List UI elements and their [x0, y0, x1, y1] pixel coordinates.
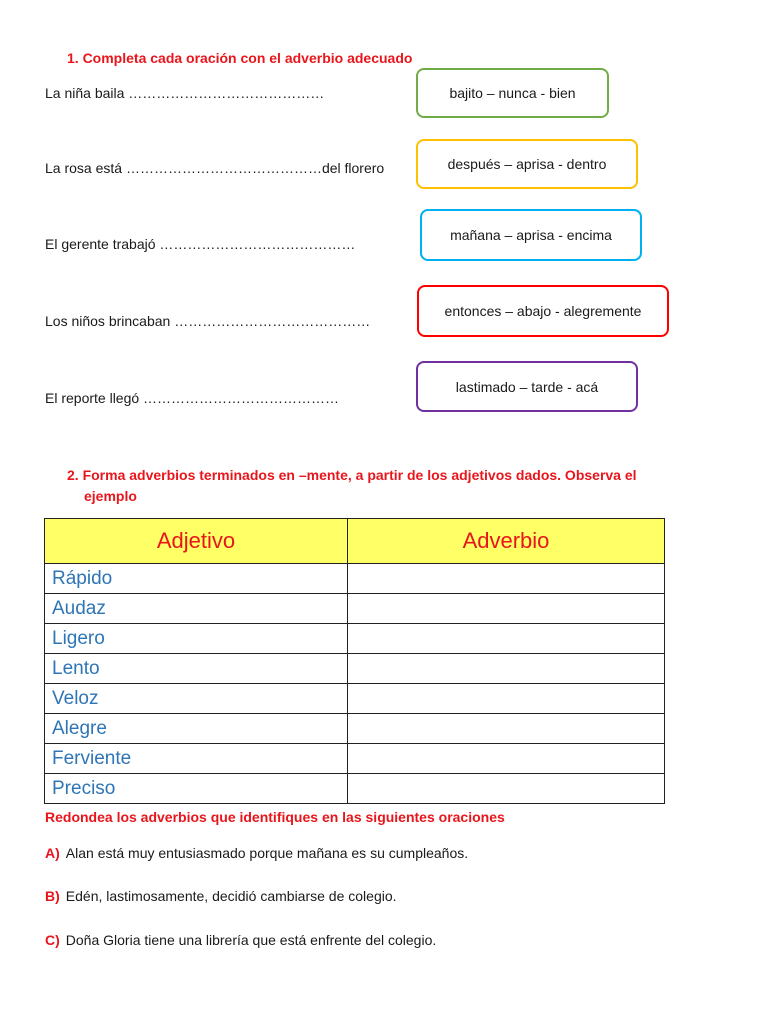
adjective-cell: Rápido	[45, 564, 348, 594]
exercise-c-letter: C)	[45, 932, 60, 948]
options-text-4: entonces – abajo - alegremente	[444, 303, 642, 319]
table-header-row	[45, 519, 665, 564]
exercise-c-text: Doña Gloria tiene una librería que está enfrente del colegio.	[65, 932, 437, 948]
table-row	[45, 744, 665, 774]
exercise-a-text: Alan está muy entusiasmado porque mañana es su cumpleaños.	[65, 845, 469, 861]
sentence-2: La rosa está ……………………………………del florero	[45, 160, 385, 176]
table-row	[45, 594, 665, 624]
table-row	[45, 684, 665, 714]
adjective-cell: Lento	[45, 654, 348, 684]
adverb-answer-cell[interactable]	[348, 594, 665, 624]
adverb-answer-cell[interactable]	[348, 564, 665, 594]
section2-heading-line2: ejemplo	[84, 488, 137, 504]
options-text-1: bajito – nunca - bien	[449, 85, 576, 101]
table-row	[45, 774, 665, 804]
section2-heading-line1: 2. Forma adverbios terminados en –mente, a partir de los adjetivos dados. Observa el	[67, 467, 637, 483]
adjective-cell: Ligero	[45, 624, 348, 654]
adjective-cell: Alegre	[45, 714, 348, 744]
sentence-4: Los niños brincaban ……………………………………	[45, 313, 371, 329]
section3-heading: Redondea los adverbios que identifiques en las siguientes oraciones	[45, 809, 505, 825]
header-adjetivo: Adjetivo	[45, 519, 348, 564]
adverb-answer-cell[interactable]	[348, 774, 665, 804]
adverb-answer-cell[interactable]	[348, 684, 665, 714]
adjective-cell: Veloz	[45, 684, 348, 714]
section1-heading: 1. Completa cada oración con el adverbio adecuado	[67, 50, 413, 66]
header-adverbio: Adverbio	[348, 519, 665, 564]
exercise-a	[45, 845, 468, 861]
adverb-answer-cell[interactable]	[348, 714, 665, 744]
table-row	[45, 624, 665, 654]
sentence-3: El gerente trabajó ……………………………………	[45, 236, 356, 252]
table-row	[45, 654, 665, 684]
adverb-answer-cell[interactable]	[348, 654, 665, 684]
adjective-cell: Audaz	[45, 594, 348, 624]
options-box-3	[420, 209, 642, 261]
exercise-b-text: Edén, lastimosamente, decidió cambiarse de colegio.	[65, 888, 397, 904]
options-text-2: después – aprisa - dentro	[447, 156, 607, 172]
options-box-2	[416, 139, 638, 189]
adjective-adverb-table	[44, 518, 665, 804]
exercise-b-letter: B)	[45, 888, 60, 904]
table-row	[45, 714, 665, 744]
options-box-5	[416, 361, 638, 412]
adverb-answer-cell[interactable]	[348, 624, 665, 654]
adjective-cell: Ferviente	[45, 744, 348, 774]
sentence-1: La niña baila ……………………………………	[45, 85, 325, 101]
adjective-cell: Preciso	[45, 774, 348, 804]
exercise-c	[45, 932, 436, 948]
options-text-3: mañana – aprisa - encima	[450, 227, 612, 243]
table-row	[45, 564, 665, 594]
exercise-a-letter: A)	[45, 845, 60, 861]
options-text-5: lastimado – tarde - acá	[455, 378, 599, 395]
exercise-b	[45, 888, 397, 904]
sentence-5: El reporte llegó ……………………………………	[45, 390, 340, 406]
options-box-4	[417, 285, 669, 337]
options-box-1	[416, 68, 609, 118]
adverb-answer-cell[interactable]	[348, 744, 665, 774]
